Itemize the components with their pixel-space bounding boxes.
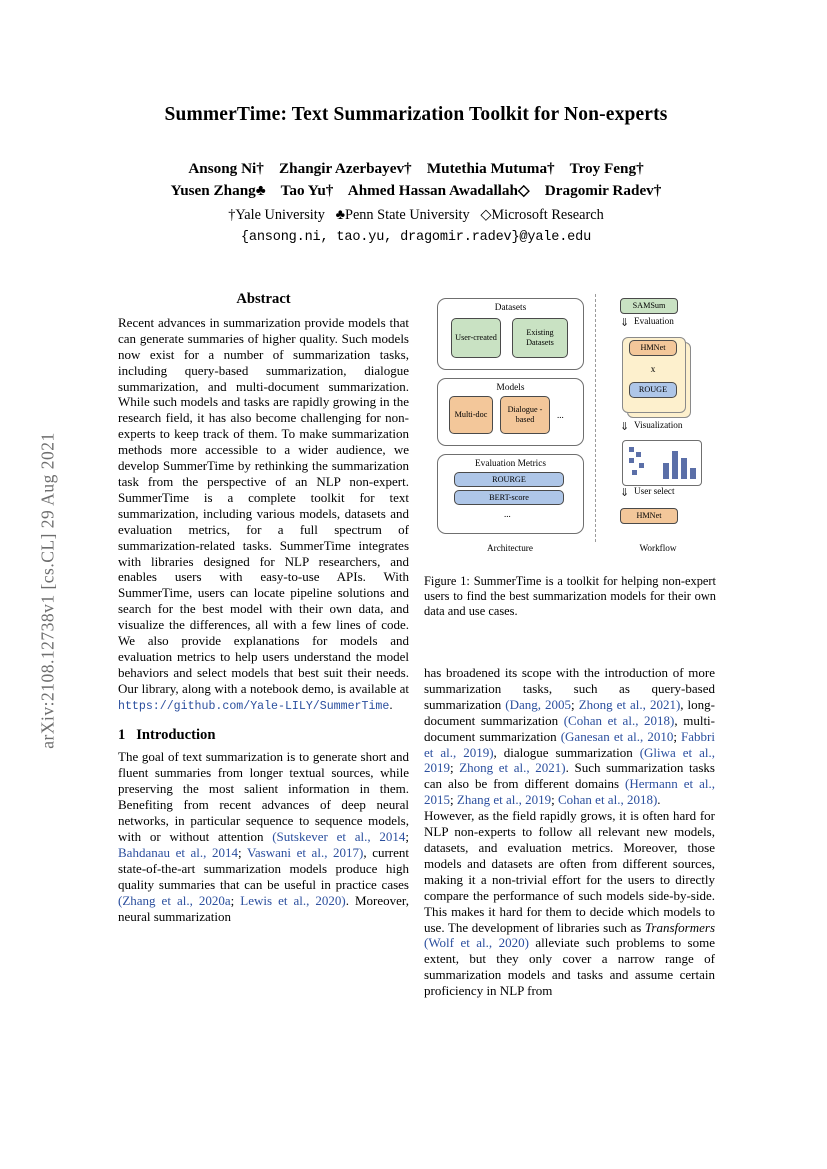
viz-sq-5 <box>632 470 637 475</box>
sep-2: ; <box>238 844 247 860</box>
viz-bar-1 <box>663 463 669 479</box>
figure-caption <box>424 574 716 620</box>
label-user-select: User select <box>634 486 675 496</box>
figure-divider <box>595 294 596 542</box>
chip-multi-doc: Multi-doc <box>449 396 493 434</box>
citation-fabbri[interactable]: Fabbri et al., 2019) <box>424 728 715 760</box>
figure-canvas <box>424 290 716 566</box>
rc-sep-5: ; <box>551 792 558 808</box>
label-cross: x <box>650 364 656 374</box>
abstract-paragraph <box>118 315 409 715</box>
label-architecture: Architecture <box>487 543 533 553</box>
models-panel-title: Models <box>496 383 525 393</box>
citation-zhang-2019[interactable]: Zhang et al., 2019 <box>456 792 552 808</box>
citation-cohan-2018-b[interactable]: Cohan et al., 2018) <box>557 792 658 808</box>
label-evaluation: Evaluation <box>634 316 674 326</box>
chip-rourge: ROURGE <box>454 472 564 487</box>
chip-dialogue-based: Dialogue -based <box>500 396 550 434</box>
intro-text-b: , current state-of-the-art summarization models produce high quality summaries that can be useful in practice cases <box>118 844 410 892</box>
intro-paragraph-1 <box>118 749 409 924</box>
rc-text-a: has broadened its scope with the introduction of more summarization tasks, such as query-based summarization <box>424 665 715 712</box>
abstract-text-before-link: Recent advances in summarization provide models that can generate summaries of higher quality. Such models now exist for a number of summarization tasks, including query-based summarization, dialogue summarization, and multi-document summarization. While such models and tasks are rapidly growing in the research field, it has also become challenging for non-experts to keep track of them. To make summarization methods more accessible to a wider audience, we develop SummerTime by rethinking the summarization task from the perspective of an NLP non-expert. SummerTime is a complete toolkit for text summarization, including various models, datasets and evaluation metrics, for a full spectrum of summarization-related tasks. SummerTime integrates with libraries designed for NLP researchers, and enables users with easy-to-use APIs. With SummerTime, users can locate pipeline solutions and search for the best model with their own data, and visualize the differences, all with a few lines of code. We also provide explanations for models and evaluation metrics to help users understand the model behaviors and select models that best suit their needs. Our library, along with a notebook demo, is available at <box>118 314 409 696</box>
page-title: SummerTime: Text Summarization Toolkit for Non-experts <box>164 104 668 125</box>
arrow-down-visualization: ⇓ <box>620 421 630 433</box>
section-number: 1 <box>118 726 126 743</box>
library-name-transformers: Transformers <box>644 919 715 935</box>
rc-text-b: , long-document summarization <box>424 696 715 728</box>
label-visualization: Visualization <box>634 420 683 430</box>
viz-sq-3 <box>629 458 634 463</box>
chip-samsum: SAMSum <box>620 298 678 314</box>
citation-cohan-2018[interactable]: (Cohan et al., 2018) <box>563 712 675 728</box>
chip-hmnet-top: HMNet <box>629 340 677 356</box>
rc-sep-3: ; <box>450 760 460 776</box>
contact-email: {ansong.ni, tao.yu, dragomir.radev}@yale.edu <box>240 230 592 245</box>
citation-zhong-2021[interactable]: Zhong et al., 2021) <box>578 696 681 712</box>
visualization-box <box>622 440 702 486</box>
citation-dang[interactable]: (Dang, 2005 <box>505 696 572 712</box>
github-link[interactable]: https://github.com/Yale-LILY/SummerTime <box>118 699 390 713</box>
figure-caption-text: SummerTime is a toolkit for helping non-expert users to find the best summarization models for their own data and use cases. <box>424 574 716 619</box>
arrow-down-user-select: ⇓ <box>620 487 630 499</box>
arrow-down-evaluation: ⇓ <box>620 317 630 329</box>
citation-bahdanau[interactable]: Bahdanau et al., 2014 <box>118 844 238 860</box>
chip-user-created: User-created <box>451 318 501 358</box>
chip-existing-datasets: Existing Datasets <box>512 318 568 358</box>
intro-text-c: . Moreover, neural summarization <box>118 892 409 924</box>
right-paragraph-2 <box>424 808 715 999</box>
abstract-heading: Abstract <box>236 291 291 307</box>
citation-gliwa[interactable]: (Gliwa et al., 2019 <box>424 744 715 776</box>
citation-lewis[interactable]: Lewis et al., 2020) <box>240 892 346 908</box>
citation-vaswani[interactable]: Vaswani et al., 2017) <box>246 844 364 860</box>
models-ellipsis: ... <box>557 410 564 420</box>
left-column <box>118 292 409 924</box>
citation-zhong-2021-b[interactable]: Zhong et al., 2021) <box>459 760 566 776</box>
citation-ganesan[interactable]: (Ganesan et al., 2010 <box>560 728 674 744</box>
figure-1 <box>424 290 716 620</box>
author-line-2: Yusen Zhang♣ Tao Yu† Ahmed Hassan Awadallah◇ Dragomir Radev† <box>170 182 662 199</box>
section-heading-introduction <box>118 728 409 744</box>
affiliations-line: †Yale University ♣Penn State University ◇Microsoft Research <box>228 207 604 223</box>
intro-text-a: The goal of text summarization is to generate short and fluent summaries from longer textual sources, while preserving the most salient information in them. Benefiting from recent advances of deep neural networks, in particular sequence to sequence models, with or without attention <box>118 749 409 844</box>
author-line-1: Ansong Ni† Zhangir Azerbayev† Mutethia Mutuma† Troy Feng† <box>188 160 644 177</box>
rc-text-e: . Such summarization tasks can also be from different domains <box>424 760 715 792</box>
chip-hmnet-bottom: HMNet <box>620 508 678 524</box>
right-paragraph-1 <box>424 665 715 808</box>
viz-bar-3 <box>681 458 687 479</box>
viz-sq-2 <box>636 452 641 457</box>
rc2-text-a: However, as the field rapidly grows, it is often hard for NLP non-experts to follow all relevant new models, datasets, and evaluation metrics. Moreover, those models and datasets are often from different sources, making it a non-trivial effort for the users to directly compare the performance of such models side-by-side. This makes it hard for them to decide which models to use. The development of libraries such as <box>424 808 715 935</box>
chip-rouge-flow: ROUGE <box>629 382 677 398</box>
rc-sep-1: ; <box>571 696 579 712</box>
figure-caption-label: Figure 1: <box>424 574 470 588</box>
rc-sep-2: ; <box>673 728 682 744</box>
arxiv-stamp: arXiv:2108.12738v1 [cs.CL] 29 Aug 2021 <box>37 432 58 749</box>
rc-sep-4: ; <box>450 792 457 808</box>
abstract-text-after-link: . <box>389 696 393 712</box>
rc-text-f: . <box>657 792 661 808</box>
citation-sutskever[interactable]: (Sutskever et al., 2014 <box>272 829 406 844</box>
citation-wolf[interactable]: (Wolf et al., 2020) <box>424 935 529 951</box>
right-column <box>424 665 715 999</box>
metrics-panel-title: Evaluation Metrics <box>475 459 546 469</box>
sep-1: ; <box>405 829 409 844</box>
citation-zhang-2020a[interactable]: (Zhang et al., 2020a <box>118 892 231 908</box>
section-title: Introduction <box>136 726 216 743</box>
viz-bar-2 <box>672 451 678 479</box>
rc-text-d: , dialogue summarization <box>493 744 640 760</box>
rc-text-c: , multi-document summarization <box>424 712 715 744</box>
citation-hermann[interactable]: (Hermann et al., 2015 <box>424 776 715 808</box>
authors-block <box>96 158 736 245</box>
metrics-ellipsis: ... <box>504 509 511 519</box>
viz-sq-4 <box>639 463 644 468</box>
chip-bert-score: BERT-score <box>454 490 564 505</box>
sep-3: ; <box>230 892 241 908</box>
datasets-panel-title: Datasets <box>494 303 527 313</box>
viz-sq-1 <box>629 447 634 452</box>
rc2-text-c: alleviate such problems to some extent, but they only cover a narrow range of summarization models and tasks and assume certain proficiency in NLP from <box>424 935 715 999</box>
label-workflow: Workflow <box>639 543 677 553</box>
viz-bar-4 <box>690 468 696 479</box>
